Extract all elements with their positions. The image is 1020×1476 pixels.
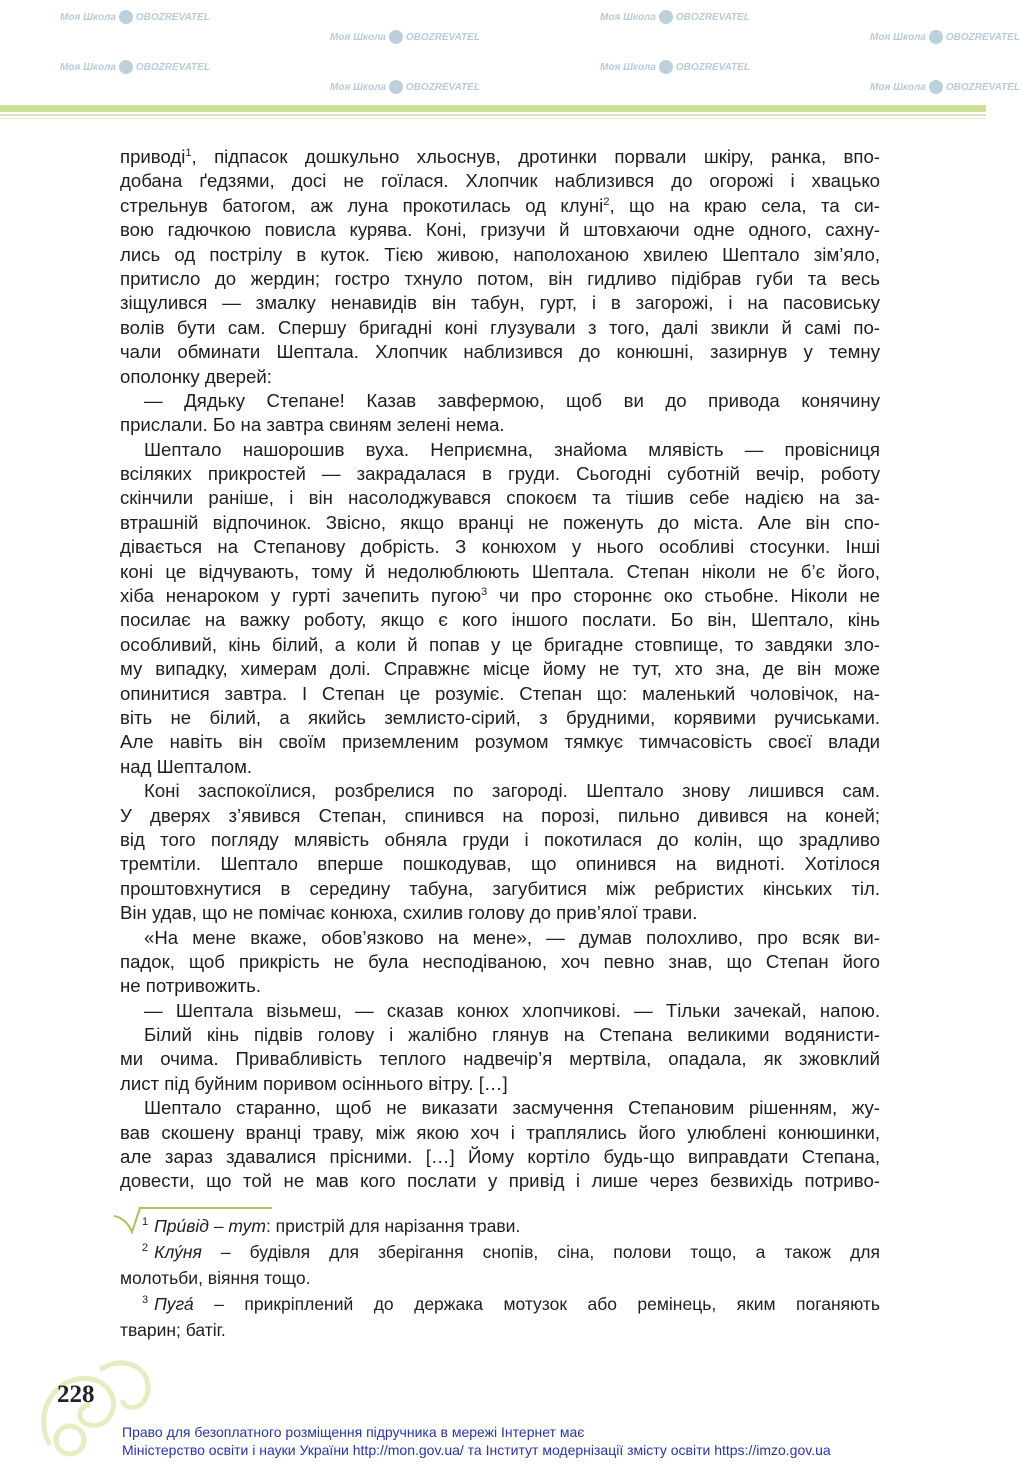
text-segment: коні це відчувають, тому й недолюблюють Шептала. Степан ніколи не б’є його,	[120, 560, 880, 582]
footnote-reference: 2	[603, 195, 610, 208]
text-line	[120, 340, 880, 364]
text-line	[120, 779, 880, 803]
header-rule-thin	[0, 118, 986, 119]
footnote	[120, 1213, 880, 1239]
text-segment: хіба ненароком у гурті зачепить пугою	[120, 585, 482, 607]
text-line	[120, 1145, 880, 1169]
text-line	[120, 145, 880, 169]
text-segment: всіляких прикростей — закрадалася в груди. Сьогодні суботній вечір, роботу	[120, 463, 880, 485]
text-segment: тремтіли. Шептало вперше пошкодував, що опинився на видноті. Хотілося	[120, 853, 880, 875]
header-rule-thin	[0, 114, 986, 116]
text-segment: Шептало нашорошив вуха. Неприємна, знайома млявість — провісниця	[144, 438, 880, 460]
text-segment: лист під буйним поривом осіннього вітру. […]	[120, 1072, 508, 1094]
footnote-reference: 1	[185, 146, 192, 159]
text-segment: ми очима. Привабливість теплого надвечір’я мертвіла, опадала, як зжовклий	[120, 1048, 880, 1070]
text-line	[120, 852, 880, 876]
text-line	[120, 1072, 880, 1096]
text-line	[120, 291, 880, 315]
text-line	[120, 730, 880, 754]
footnote-reference: 3	[481, 585, 488, 598]
text-segment: чи про стороннє око стьобне. Ніколи не	[487, 585, 881, 607]
text-segment: проштовхнутися в середину табуна, загубитися між ребристих кінських тіл.	[120, 877, 880, 899]
text-segment: посилає на важку роботу, якщо є кого іншого послати. Бо він, Шептало, кінь	[120, 609, 880, 631]
text-segment: , підпасок дошкульно хльоснув, дротинки порвали шкіру, ранка, впо-	[191, 146, 880, 167]
text-line	[120, 584, 880, 608]
text-line	[120, 1096, 880, 1120]
text-segment: віть не білий, а якийсь землисто-сірий, з брудними, корявими ручиськами.	[120, 706, 880, 728]
text-segment: «На мене вкаже, обов’язково на мене», — думав полохливо, про всяк ви-	[144, 926, 880, 948]
text-segment: му випадку, химерам долі. Справжнє місце йому не тут, хто зна, де він може	[120, 658, 880, 680]
footnote-number: 1	[142, 1216, 149, 1228]
text-segment: втрашній відпочинок. Звісно, якщо вранці не поженуть до міста. Але він спо-	[120, 511, 880, 533]
text-segment: притисло до жердин; гостро тхнуло потом, він гидливо підібрав губи та весь	[120, 267, 880, 289]
text-segment: дівається на Степанову добрість. З конюхом у нього особливі стосунки. Інші	[120, 536, 880, 558]
text-segment: приводі	[120, 146, 186, 167]
footnote-text: – прикріплений до держака мотузок або ремінець, яким поганяють	[193, 1294, 880, 1314]
footnote-number: 3	[142, 1294, 149, 1306]
text-line	[120, 535, 880, 559]
text-line	[120, 706, 880, 730]
text-line	[120, 486, 880, 510]
text-line	[120, 243, 880, 267]
text-line	[120, 804, 880, 828]
text-segment: , що на краю села, та си-	[609, 194, 880, 216]
text-line	[120, 877, 880, 901]
watermark: Моя Школа OBOZREVATEL	[600, 62, 750, 73]
text-segment: від того погляду млявість обняла груди і покотилася до колін, що зрадливо	[120, 828, 880, 850]
text-segment: вав скошену вранці траву, між якою хоч і траплялись його улюблені конюшинки,	[120, 1121, 880, 1143]
page-number: 228	[57, 1381, 95, 1408]
watermark: Моя Школа OBOZREVATEL	[330, 32, 480, 43]
text-segment: над Шепталом.	[120, 755, 253, 777]
text-line	[120, 682, 880, 706]
text-line	[120, 389, 880, 413]
text-segment: падок, щоб прикрість не була несподіваною, хоч певно знав, що Степан його	[120, 950, 880, 972]
text-line	[120, 999, 880, 1023]
text-segment: не потривожить.	[120, 975, 262, 997]
footer-copyright-line-1: Право для безоплатного розміщення підручника в мережі Інтернет має	[122, 1424, 585, 1440]
footnote-term: При́від – тут	[154, 1216, 266, 1236]
text-line	[120, 462, 880, 486]
text-line	[120, 1169, 880, 1193]
watermark: Моя Школа OBOZREVATEL	[870, 32, 1020, 43]
text-line	[120, 608, 880, 632]
text-segment: Білий кінь підвів голову і жалібно глянув на Степана великими водянисти-	[144, 1024, 880, 1046]
text-line	[120, 218, 880, 242]
footer-copyright-line-2: Міністерство освіти і науки України http://mon.gov.ua/ та Інститут модернізації змісту освіти https://imzo.gov.ua	[122, 1442, 831, 1458]
text-line	[120, 1023, 880, 1047]
text-segment: опинитися завтра. І Степан це розуміє. Степан що: маленький чоловічок, на-	[120, 682, 880, 704]
text-segment: добана ґедзями, досі не гоїлася. Хлопчик наблизився до огорожі і хвацько	[120, 170, 880, 192]
text-line	[120, 267, 880, 291]
text-line	[120, 316, 880, 340]
text-segment: довести, що той не мав кого послати у привід і лише через безвихідь потриво-	[120, 1170, 880, 1192]
watermark: Моя Школа OBOZREVATEL	[60, 62, 210, 73]
text-segment: волів бути сам. Спершу бригадні коні глузували з того, далі звикли й самі по-	[120, 316, 880, 338]
text-segment: зіщулився — змалку ненавидів він табун, гурт, і в загорожі, і на пасовиську	[120, 292, 880, 314]
text-segment: прислали. Бо на завтра свиням зелені нема.	[120, 414, 505, 436]
watermark: Моя Школа OBOZREVATEL	[870, 82, 1020, 93]
text-line	[120, 828, 880, 852]
text-segment: скінчили раніше, і він насолоджувався спокоєм та тішив себе надією на за-	[120, 487, 880, 509]
text-line	[120, 511, 880, 535]
text-segment: — Шептала візьмеш, — сказав конюх хлопчикові. — Тільки зачекай, напою.	[144, 999, 880, 1021]
text-segment: У дверях з’явився Степан, спинився на порозі, пильно дивився на коней;	[120, 804, 880, 826]
text-line	[120, 560, 880, 584]
text-segment: стрельнув батогом, аж луна прокотилась од клуні	[120, 194, 604, 216]
text-line	[120, 194, 880, 218]
watermark: Моя Школа OBOZREVATEL	[330, 82, 480, 93]
text-line	[120, 974, 880, 998]
text-line	[120, 901, 880, 925]
text-segment: чали обминати Шептала. Хлопчик наблизився до конюшні, зазирнув у темну	[120, 341, 880, 363]
text-segment: лись од пострілу в куток. Тією живою, наполоханою хвилею Шептало зім’яло,	[120, 243, 880, 265]
text-line	[120, 413, 880, 437]
text-line	[120, 657, 880, 681]
footnotes	[120, 1213, 880, 1343]
body-text	[120, 145, 880, 1194]
text-line	[120, 1121, 880, 1145]
text-segment: — Дядьку Степане! Казав завфермою, щоб ви до привода конячину	[144, 389, 880, 411]
text-segment: але зараз здавалися прісними. […] Йому кортіло будь-що виправдати Степана,	[120, 1146, 880, 1168]
watermark: Моя Школа OBOZREVATEL	[60, 12, 210, 23]
text-segment: вою гадючкою повисла курява. Коні, гризучи й штовхаючи одне одного, сахну-	[120, 219, 880, 241]
footnote-text: : пристрій для нарізання трави.	[265, 1216, 521, 1236]
watermark: Моя Школа OBOZREVATEL	[600, 12, 750, 23]
text-segment: Він удав, що не помічає конюха, схилив голову до прив’ялої трави.	[120, 902, 698, 924]
text-segment: Але навіть він своїм приземленим розумом тямкує тимчасовість своєї влади	[120, 731, 880, 753]
footnote-continuation: тварин; батіг.	[120, 1320, 226, 1340]
text-line	[120, 926, 880, 950]
text-line	[120, 633, 880, 657]
footnote-term: Клу́ня	[154, 1242, 202, 1262]
footnote-number: 2	[142, 1242, 149, 1254]
text-line	[120, 169, 880, 193]
text-segment: Коні заспокоїлися, розбрелися по загороді. Шептало знову лишився сам.	[144, 780, 880, 802]
text-line	[120, 365, 880, 389]
footnote-term: Пуга́	[154, 1294, 194, 1314]
header-rule	[0, 105, 986, 112]
footnote-text: – будівля для зберігання снопів, сіна, полови тощо, а також для	[201, 1242, 880, 1262]
footnote	[120, 1239, 880, 1265]
footnote	[120, 1291, 880, 1317]
text-line	[120, 755, 880, 779]
text-segment: Шептало старанно, щоб не виказати засмучення Степановим рішенням, жу-	[144, 1097, 880, 1119]
text-segment: особливий, кінь білий, а коли й попав у це бригадне стовпище, то завдяки зло-	[120, 633, 880, 655]
text-line	[120, 438, 880, 462]
text-segment: ополонку дверей:	[120, 365, 272, 387]
text-line	[120, 950, 880, 974]
footnote-continuation: молотьби, віяння тощо.	[120, 1268, 311, 1288]
text-line	[120, 1047, 880, 1071]
